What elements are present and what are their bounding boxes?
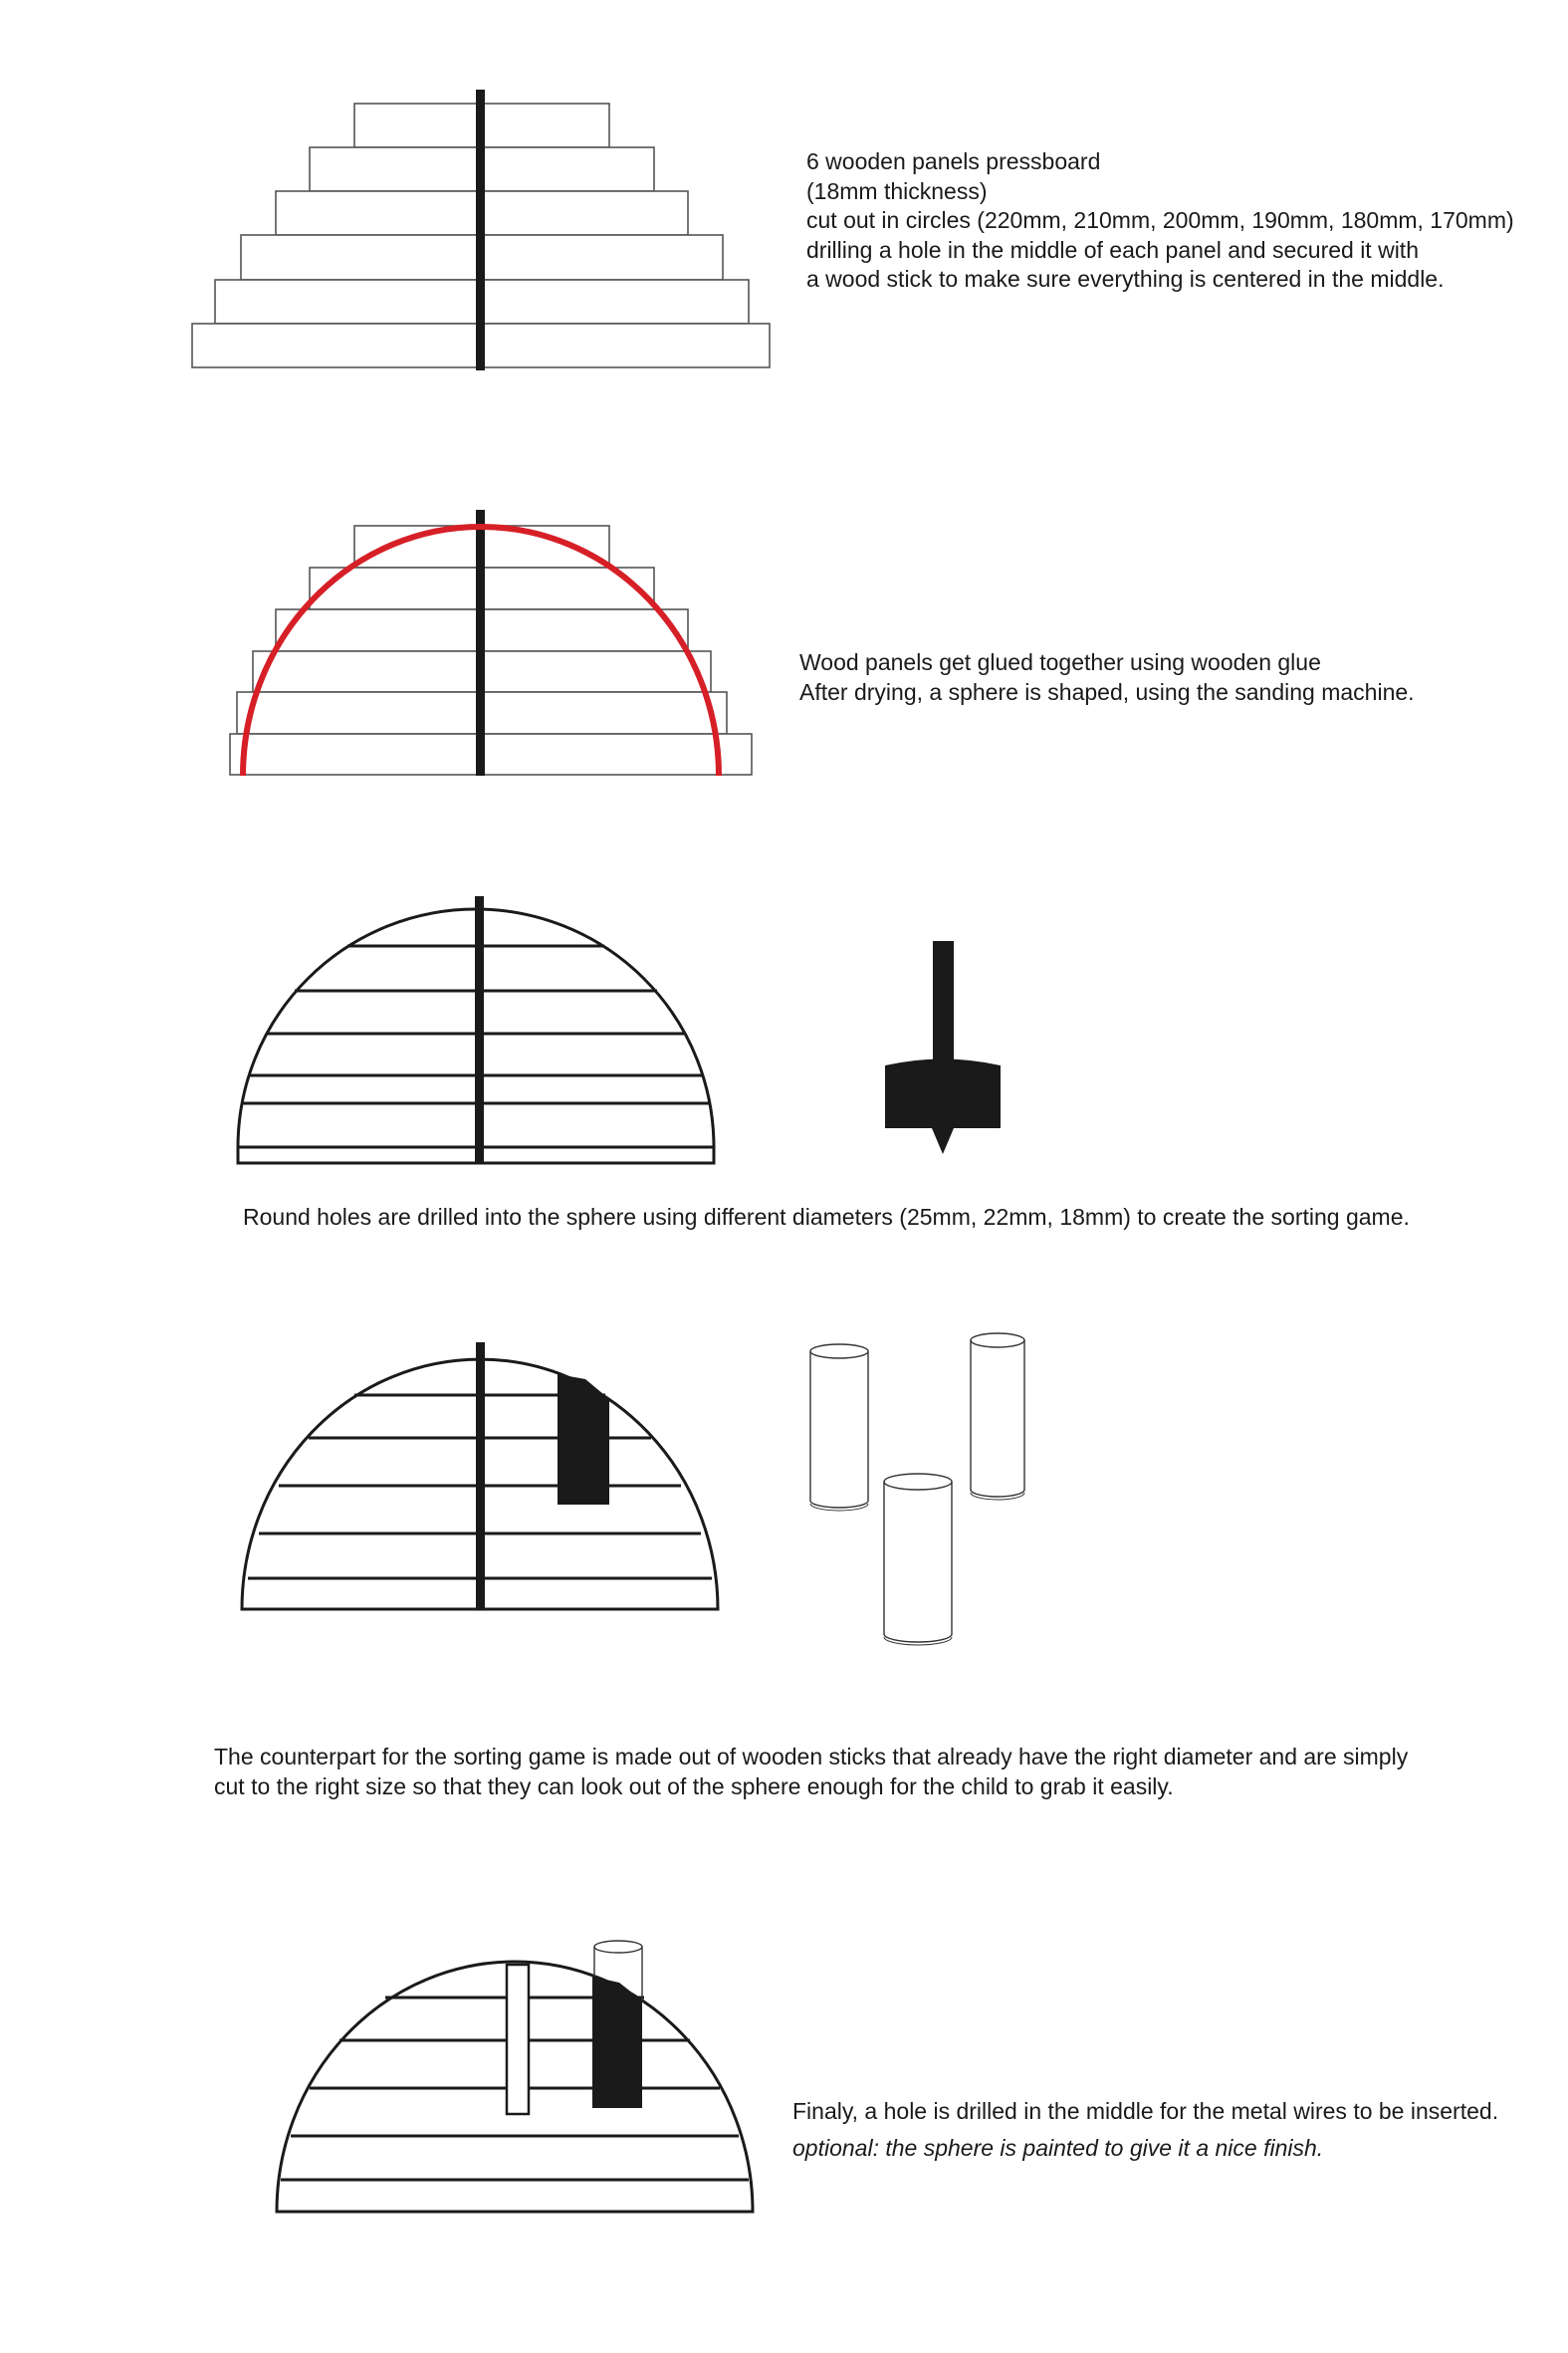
step-5-line: Finaly, a hole is drilled in the middle for the metal wires to be inserted. <box>792 2098 1499 2124</box>
center-stick <box>476 1342 485 1609</box>
step-4-description <box>214 1743 1408 1801</box>
center-stick <box>475 896 484 1163</box>
step-2-description <box>799 648 1415 707</box>
final-sphere-figure <box>277 1962 753 2212</box>
step-1-line: drilling a hole in the middle of each panel and secured it with <box>806 236 1419 263</box>
wire-hole <box>507 1965 529 2114</box>
center-stick <box>476 510 485 776</box>
step-1-line: 6 wooden panels pressboard <box>806 148 1101 174</box>
step-1-description <box>806 147 1514 295</box>
step-3-description <box>243 1203 1410 1233</box>
center-stick <box>476 90 485 370</box>
drill-bit-icon <box>885 941 1001 1154</box>
stacked-panels-figure <box>192 90 770 370</box>
step-2-line: Wood panels get glued together using wooden glue <box>799 649 1321 675</box>
step-4-line: The counterpart for the sorting game is made out of wooden sticks that already have the right diameter and are simply <box>214 1744 1409 1769</box>
wooden-sticks-figure <box>810 1333 1024 1645</box>
drilled-sphere-figure <box>242 1342 718 1609</box>
step-1-line: cut out in circles (220mm, 210mm, 200mm, 190mm, 180mm, 170mm) <box>806 207 1514 233</box>
drilled-hole <box>592 1977 642 2108</box>
sphere-figure <box>238 896 714 1163</box>
step-1-line: a wood stick to make sure everything is centered in the middle. <box>806 266 1445 292</box>
sanding-figure <box>230 510 752 776</box>
step-5-description <box>792 2097 1498 2163</box>
panel-1 <box>230 734 752 775</box>
stick-1 <box>810 1344 868 1511</box>
step-1-line: (18mm thickness) <box>806 177 988 204</box>
stick-2 <box>971 1333 1024 1500</box>
drilled-hole <box>558 1374 609 1505</box>
step-3-line: Round holes are drilled into the sphere using different diameters (25mm, 22mm, 18mm) to create the sorting game. <box>243 1204 1410 1230</box>
step-5-note: optional: the sphere is painted to give it a nice finish. <box>792 2134 1324 2161</box>
step-4-line: cut to the right size so that they can look out of the sphere enough for the child to grab it easily. <box>214 1772 1174 1799</box>
step-2-line: After drying, a sphere is shaped, using the sanding machine. <box>799 678 1415 705</box>
stick-3 <box>884 1474 952 1645</box>
